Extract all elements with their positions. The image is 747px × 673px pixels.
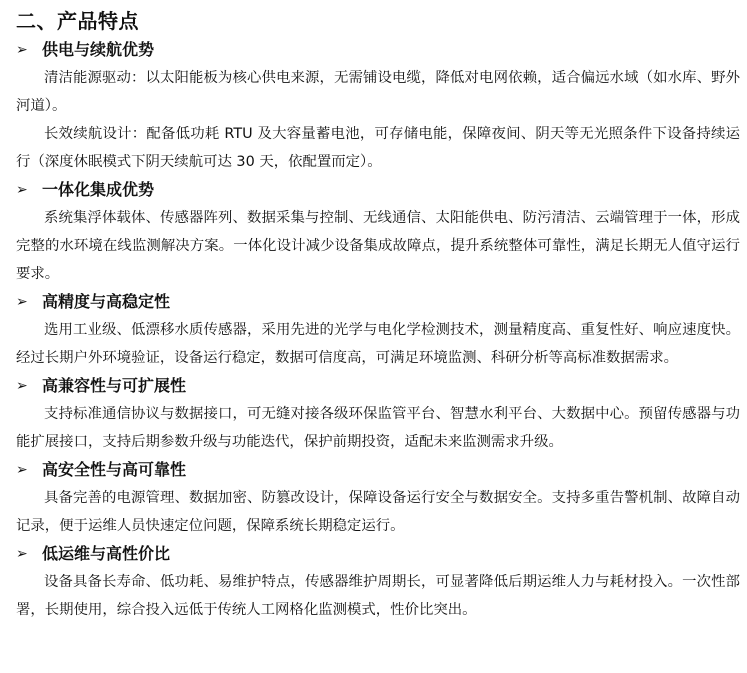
feature-title: 高兼容性与可扩展性 xyxy=(42,376,187,395)
arrow-bullet-icon: ➢ xyxy=(16,182,28,198)
arrow-bullet-icon: ➢ xyxy=(16,294,28,310)
feature-heading xyxy=(16,372,740,400)
feature-security-reliability xyxy=(16,456,740,540)
feature-heading xyxy=(16,456,740,484)
feature-heading xyxy=(16,540,740,568)
feature-paragraph: 具备完善的电源管理、数据加密、防篡改设计，保障设备运行安全与数据安全。支持多重告警机制、故障自动记录，便于运维人员快速定位问题，保障系统长期稳定运行。 xyxy=(16,490,740,534)
document-body xyxy=(16,6,740,624)
arrow-bullet-icon: ➢ xyxy=(16,462,28,478)
feature-title: 供电与续航优势 xyxy=(42,40,155,59)
feature-paragraph: 设备具备长寿命、低功耗、易维护特点，传感器维护周期长，可显著降低后期运维人力与耗材投入。一次性部署，长期使用，综合投入远低于传统人工网格化监测模式，性价比突出。 xyxy=(16,574,740,618)
feature-power-endurance xyxy=(16,36,740,176)
feature-paragraph: 系统集浮体载体、传感器阵列、数据采集与控制、无线通信、太阳能供电、防污清洁、云端管理于一体，形成完整的水环境在线监测解决方案。一体化设计减少设备集成故障点，提升系统整体可靠性，满足长期无人值守运行要求。 xyxy=(16,210,740,282)
feature-compatibility xyxy=(16,372,740,456)
section-title: 二、产品特点 xyxy=(16,9,139,33)
feature-low-maintenance xyxy=(16,540,740,624)
arrow-bullet-icon: ➢ xyxy=(16,42,28,58)
feature-title: 一体化集成优势 xyxy=(42,180,155,199)
feature-title: 低运维与高性价比 xyxy=(42,544,171,563)
feature-title: 高精度与高稳定性 xyxy=(42,292,171,311)
feature-precision-stability xyxy=(16,288,740,372)
feature-title: 高安全性与高可靠性 xyxy=(42,460,187,479)
feature-heading xyxy=(16,176,740,204)
feature-integration xyxy=(16,176,740,288)
feature-paragraph: 选用工业级、低漂移水质传感器，采用先进的光学与电化学检测技术，测量精度高、重复性好、响应速度快。经过长期户外环境验证，设备运行稳定，数据可信度高，可满足环境监测、科研分析等高标准数据需求。 xyxy=(16,322,740,366)
feature-paragraph: 长效续航设计：配备低功耗 RTU 及大容量蓄电池，可存储电能，保障夜间、阴天等无光照条件下设备持续运行（深度休眠模式下阴天续航可达 30 天，依配置而定）。 xyxy=(16,126,740,170)
feature-paragraph: 清洁能源驱动：以太阳能板为核心供电来源，无需铺设电缆，降低对电网依赖，适合偏远水域（如水库、野外河道）。 xyxy=(16,70,740,114)
feature-heading xyxy=(16,288,740,316)
feature-paragraph: 支持标准通信协议与数据接口，可无缝对接各级环保监管平台、智慧水利平台、大数据中心。预留传感器与功能扩展接口，支持后期参数升级与功能迭代，保护前期投资，适配未来监测需求升级。 xyxy=(16,406,740,450)
feature-heading xyxy=(16,36,740,64)
arrow-bullet-icon: ➢ xyxy=(16,546,28,562)
arrow-bullet-icon: ➢ xyxy=(16,378,28,394)
